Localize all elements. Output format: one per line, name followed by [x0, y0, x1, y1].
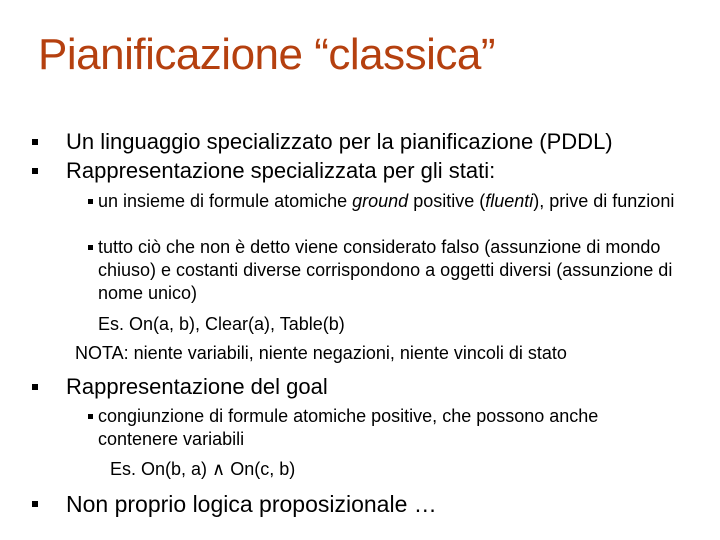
sub-bullet-text: congiunzione di formule atomiche positive, che possono anche contenere variabili	[98, 406, 599, 449]
slide-title: Pianificazione “classica”	[38, 30, 496, 79]
text-part: positive (	[408, 191, 486, 211]
text-part: ), prive di funzioni	[533, 191, 675, 211]
bullet-square-icon	[32, 139, 38, 145]
note-text: NOTA: niente variabili, niente negazioni, niente vincoli di stato	[75, 343, 567, 363]
term-fluenti: fluenti	[485, 191, 534, 211]
example-goal: Es. On(b, a) ∧ On(c, b)	[110, 459, 296, 479]
bullet-square-icon	[32, 168, 38, 174]
bullet-square-icon	[88, 245, 93, 250]
bullet-square-icon	[88, 199, 93, 204]
sub-bullet-text: tutto ciò che non è detto viene considerato falso (assunzione di mondo chiuso) e costanti diverse corrispondono a oggetti diversi (assunzione di nome unico)	[98, 237, 673, 303]
bullet-text: Non proprio logica proposizionale …	[66, 491, 437, 517]
sub-bullet-text	[98, 190, 683, 213]
bullet-text: Rappresentazione del goal	[66, 374, 328, 399]
text-part: un insieme di formule atomiche	[98, 191, 353, 211]
example-state: Es. On(a, b), Clear(a), Table(b)	[98, 314, 345, 334]
term-ground: ground	[352, 191, 409, 211]
bullet-square-icon	[88, 414, 93, 419]
bullet-square-icon	[32, 384, 38, 390]
bullet-square-icon	[32, 501, 38, 507]
bullet-text: Un linguaggio specializzato per la pianificazione (PDDL)	[66, 129, 613, 154]
bullet-text: Rappresentazione specializzata per gli stati:	[66, 158, 496, 183]
